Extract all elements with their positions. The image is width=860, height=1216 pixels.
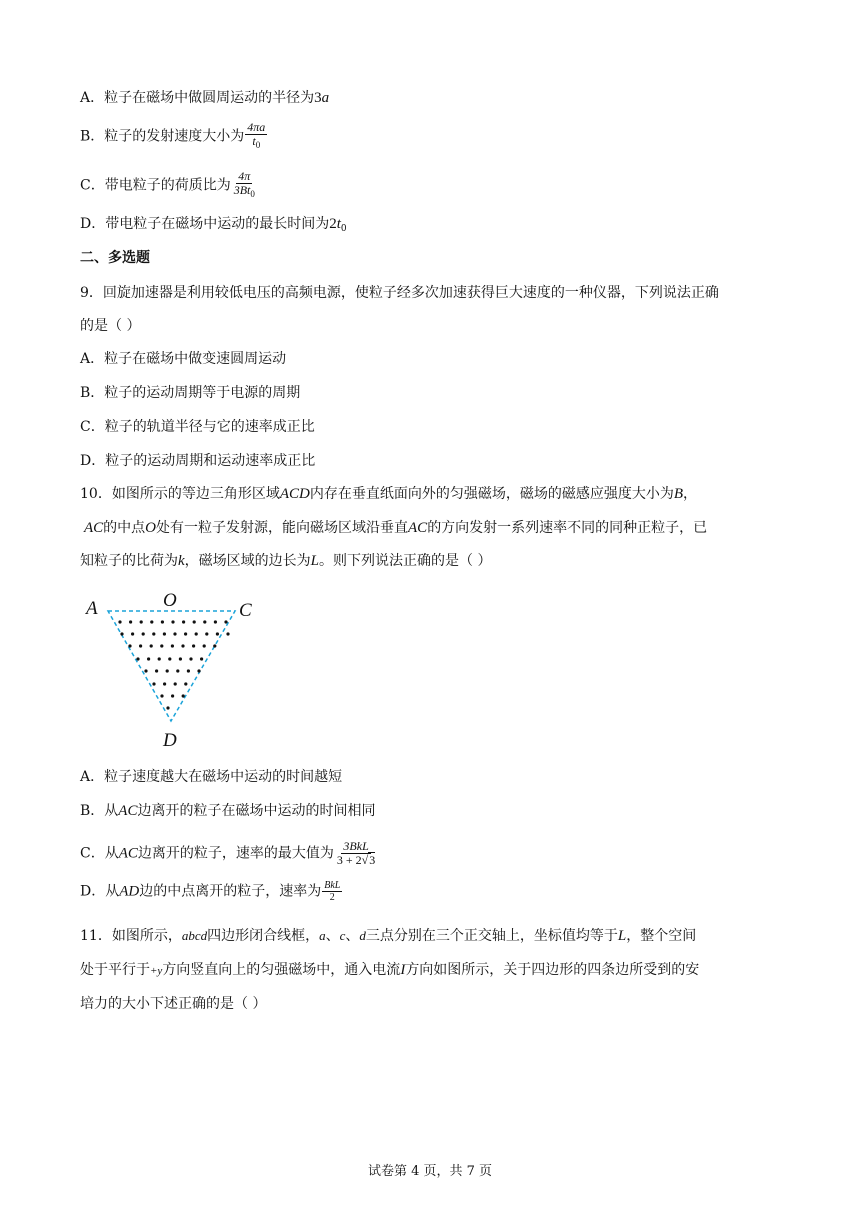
q10-b2: AC [118, 803, 138, 819]
q10-b3: 边离开的粒子在磁场中运动的时间相同 [137, 803, 376, 819]
q10-l2e: AC [408, 520, 428, 536]
q8-d-sub: 0 [340, 224, 347, 234]
field-dot [182, 694, 185, 697]
q10-k-symbol: k [178, 553, 185, 569]
field-dot [120, 632, 123, 635]
q11-l2c: 方向竖直向上的匀强磁场中，通入电流 [162, 962, 401, 978]
field-dot [203, 620, 206, 623]
field-dot [168, 657, 171, 660]
field-dot [155, 669, 158, 672]
q10-d-num: BkL [324, 880, 341, 891]
q8-b-text: B．粒子的发射速度大小为 [80, 128, 245, 145]
q8-a-var: a [321, 90, 330, 106]
field-dot [136, 657, 139, 660]
q10-l3e: 。则下列说法正确的是（ ） [319, 553, 492, 569]
field-dot [213, 644, 216, 647]
q8-option-d [80, 214, 347, 239]
field-dot [160, 644, 163, 647]
q10-b-symbol: B [673, 486, 683, 502]
q10-triangle-name: ACD [279, 486, 310, 502]
field-dots [118, 620, 229, 709]
q8-d-text: D．带电粒子在磁场中运动的最长时间为 [80, 216, 330, 232]
field-dot [152, 632, 155, 635]
label-a: A [86, 598, 98, 619]
field-dot [139, 644, 142, 647]
field-dot [163, 682, 166, 685]
field-dot [192, 644, 195, 647]
q11-stem-line3: 培力的大小下述正确的是（ ） [80, 996, 267, 1012]
q8-c-den: 3Bt [233, 183, 251, 197]
q8-a-text: A．粒子在磁场中做圆周运动的半径为 [80, 90, 315, 106]
q11-stem-line1 [80, 926, 696, 946]
q11-l1c: 四边形闭合线框， [207, 928, 320, 944]
field-dot [171, 694, 174, 697]
field-dot [174, 682, 177, 685]
q8-c-den-sub: 0 [250, 189, 255, 199]
field-dot [184, 632, 187, 635]
q10-stem-line3 [80, 551, 491, 571]
field-dot [166, 706, 169, 709]
field-dot [118, 620, 121, 623]
q10-c-den-a: 3 + 2 [336, 853, 362, 867]
label-d: D [163, 730, 177, 751]
field-dot [129, 620, 132, 623]
q10-l3a: 知粒子的比荷为 [80, 553, 178, 569]
field-dot [214, 620, 217, 623]
q8-option-a [80, 88, 329, 108]
q10-d1: D．从 [80, 883, 120, 900]
q11-a: a [319, 928, 326, 943]
q11-i: I [400, 962, 406, 978]
q11-l1i: 三点分别在三个正交轴上，坐标值均等于 [365, 928, 618, 944]
q10-c-den-b: 3 [369, 853, 376, 867]
q10-stem-line2 [84, 518, 707, 538]
q10-c-num: 3BkL [343, 839, 369, 853]
q8-c-num: 4π [238, 169, 251, 183]
q10-c3: 边离开的粒子，速率的最大值为 [137, 845, 334, 862]
q8-d-var: t [336, 216, 341, 232]
q8-option-c [80, 170, 258, 201]
field-dot [200, 657, 203, 660]
q8-c-fraction [232, 170, 257, 201]
label-o: O [163, 590, 177, 611]
q10-b1: B．从 [80, 803, 119, 819]
q11-d: d [359, 928, 366, 943]
field-dot [166, 669, 169, 672]
q9-option-c: C．粒子的轨道半径与它的速率成正比 [80, 419, 315, 435]
q10-c2: AC [118, 845, 138, 862]
field-dot [173, 632, 176, 635]
field-dot [193, 620, 196, 623]
page-footer: 试卷第 4 页，共 7 页 [367, 1164, 493, 1179]
field-dot [163, 632, 166, 635]
q10-option-d [80, 880, 343, 903]
field-dot [226, 632, 229, 635]
q10-l-symbol: L [310, 553, 320, 569]
q8-b-den-sub: 0 [255, 140, 261, 150]
q8-d-value: 2 [329, 216, 337, 232]
q10-d-den: 2 [329, 892, 335, 903]
q10-o-symbol: O [145, 520, 157, 536]
q11-l: L [617, 928, 627, 944]
q11-l1k: ，整个空间 [626, 928, 697, 944]
field-dot [150, 620, 153, 623]
field-dot [195, 632, 198, 635]
q8-b-fraction [245, 121, 267, 152]
q11-c: c [339, 928, 346, 943]
field-dot [181, 644, 184, 647]
field-dot [197, 669, 200, 672]
q10-l1a: 10．如图所示的等边三角形区域 [80, 486, 280, 502]
q10-triangle-figure [80, 586, 280, 756]
q11-plus-y: +y [150, 965, 163, 977]
field-dot [158, 657, 161, 660]
q8-c-text: C．带电粒子的荷质比为 [80, 177, 231, 194]
q9-stem-line2: 的是（ ） [80, 318, 141, 334]
q9-option-a: A．粒子在磁场中做变速圆周运动 [80, 351, 287, 367]
q10-l1e: ， [683, 486, 697, 502]
q10-l2d: 处有一粒子发射源，能向磁场区域沿垂直 [156, 520, 409, 536]
q10-option-c [80, 840, 378, 867]
q9-option-b: B．粒子的运动周期等于电源的周期 [80, 385, 301, 401]
field-dot [161, 620, 164, 623]
q10-l1c: 内存在垂直纸面向外的匀强磁场，磁场的磁感应强度大小为 [309, 486, 674, 502]
q8-b-num: 4πa [247, 120, 266, 134]
q11-stem-line2 [80, 960, 699, 981]
q11-l1g: 、 [345, 928, 360, 944]
field-dot [147, 657, 150, 660]
sqrt-icon: √ [361, 853, 369, 867]
q9-option-d: D．粒子的运动周期和运动速率成正比 [80, 453, 316, 469]
field-dot [182, 620, 185, 623]
field-dot [184, 682, 187, 685]
q11-l2a: 处于平行于 [80, 962, 150, 978]
field-dot [203, 644, 206, 647]
q10-d2: AD [119, 883, 140, 900]
q10-option-b [80, 801, 375, 821]
magnetic-field-triangle [108, 611, 235, 721]
field-dot [176, 669, 179, 672]
q9-stem-line1: 9．回旋加速器是利用较低电压的高频电源，使粒子经多次加速获得巨大速度的一种仪器，下列说法正确 [80, 285, 719, 301]
field-dot [140, 620, 143, 623]
q10-l2b: 的中点 [103, 520, 146, 536]
field-dot [142, 632, 145, 635]
label-c: C [239, 600, 252, 621]
q10-l3c: ，磁场区域的边长为 [184, 553, 311, 569]
section-heading: 二、多选题 [80, 250, 150, 266]
q10-l2a: AC [84, 520, 104, 536]
field-dot [171, 620, 174, 623]
q8-option-b [80, 121, 268, 152]
field-dot [150, 644, 153, 647]
field-dot [216, 632, 219, 635]
field-dot [160, 694, 163, 697]
field-dot [128, 644, 131, 647]
field-dot [179, 657, 182, 660]
q10-stem-line1 [80, 484, 697, 504]
field-dot [189, 657, 192, 660]
field-dot [224, 620, 227, 623]
q11-l1e: 、 [325, 928, 340, 944]
q10-l2f: 的方向发射一系列速率不同的同种正粒子，已 [427, 520, 708, 536]
q10-c1: C．从 [80, 845, 119, 862]
field-dot [131, 632, 134, 635]
field-dot [187, 669, 190, 672]
q11-l2e: 方向如图所示，关于四边形的四条边所受到的安 [405, 962, 700, 978]
field-dot [205, 632, 208, 635]
q10-d-fraction [322, 880, 342, 903]
q8-a-value: 3 [314, 90, 322, 106]
q10-option-a: A．粒子速度越大在磁场中运动的时间越短 [80, 769, 343, 785]
q10-d3: 边的中点离开的粒子，速率为 [139, 883, 322, 900]
q10-c-fraction [335, 840, 377, 867]
q8-b-den: t [252, 134, 256, 148]
field-dot [171, 644, 174, 647]
field-dot [152, 682, 155, 685]
field-dot [144, 669, 147, 672]
q11-abcd: abcd [181, 928, 208, 943]
q11-l1a: 11．如图所示， [80, 928, 182, 944]
